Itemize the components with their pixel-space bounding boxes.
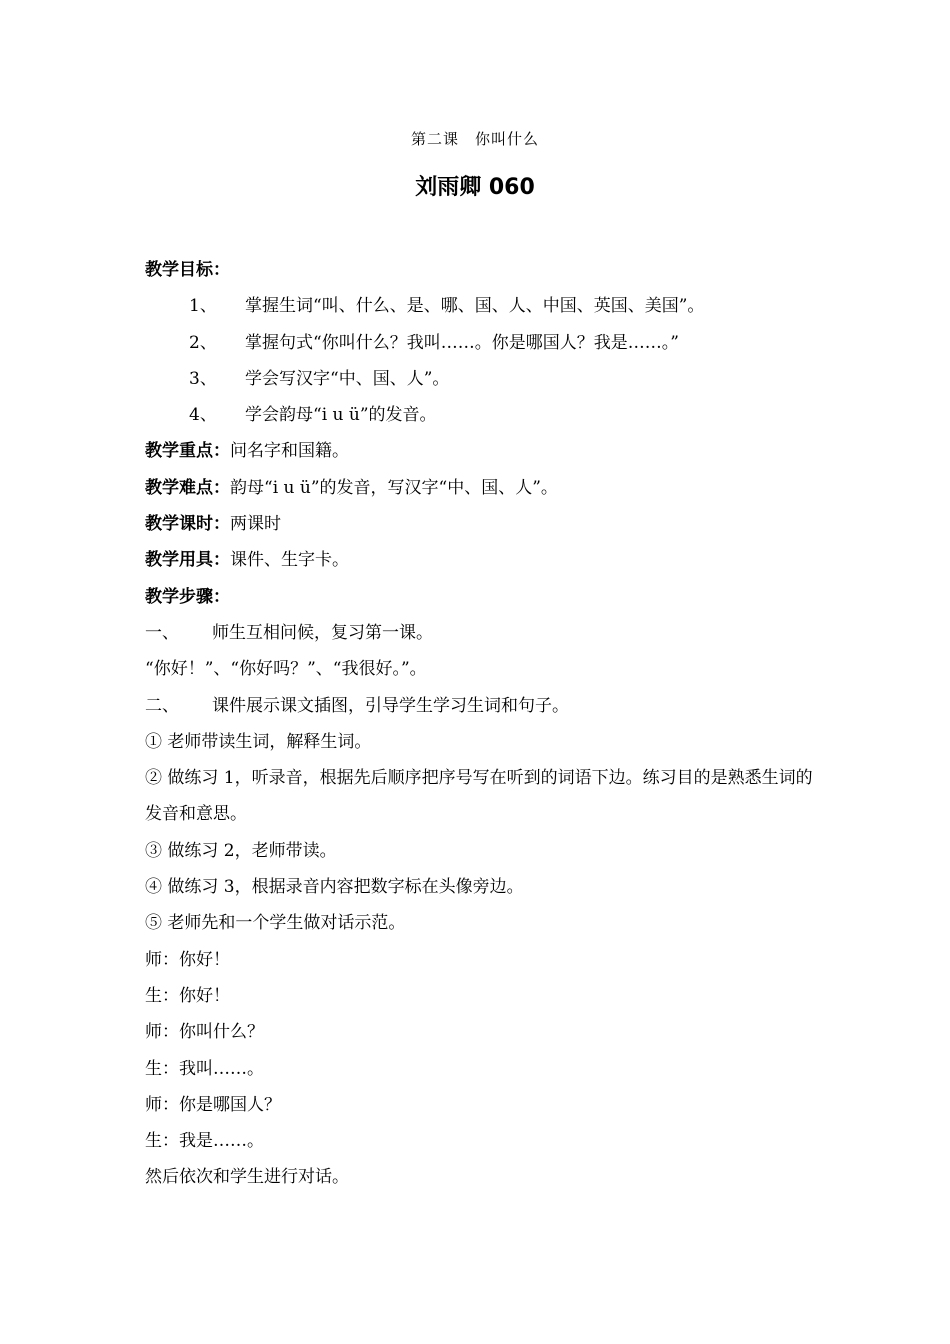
focus-text: 问名字和国籍。: [230, 441, 349, 462]
step-one: [145, 615, 815, 651]
sub-step: ① 老师带读生词，解释生词。: [145, 731, 372, 752]
goal-item: [145, 325, 815, 361]
focus-label: 教学重点：: [145, 441, 230, 462]
goal-number: 4、: [189, 405, 217, 426]
difficulty-line: [145, 470, 815, 506]
dialogue-line: 生：你好！: [145, 985, 230, 1006]
dialogue-line: 生：我是……。: [145, 1131, 264, 1152]
tools-label: 教学用具：: [145, 550, 230, 571]
dialogue-line: 师：你叫什么？: [145, 1022, 264, 1043]
goals-label: 教学目标：: [145, 260, 230, 280]
goal-text: 掌握句式“你叫什么？我叫……。你是哪国人？我是……。”: [245, 332, 679, 353]
goal-number: 2、: [189, 332, 217, 353]
difficulty-label: 教学难点：: [145, 477, 230, 498]
goal-text: 学会写汉字“中、国、人”。: [245, 368, 450, 389]
dialogue-line: 生：我叫……。: [145, 1058, 264, 1079]
tools-text: 课件、生字卡。: [230, 550, 349, 571]
hours-text: 两课时: [230, 514, 281, 535]
step-text: 课件展示课文插图，引导学生学习生词和句子。: [212, 695, 569, 716]
sub-step: ④ 做练习 3，根据录音内容把数字标在头像旁边。: [145, 877, 524, 898]
greetings-line: “你好！”、“你好吗？”、“我很好。”。: [145, 659, 427, 680]
steps-label: 教学步骤：: [145, 586, 230, 607]
step-number: 二、: [145, 695, 179, 716]
sub-step: ⑤ 老师先和一个学生做对话示范。: [145, 913, 406, 934]
dialogue-line: 师：你好！: [145, 949, 230, 970]
author-title: 刘雨卿 060: [415, 175, 535, 200]
lesson-plan-body: [145, 252, 815, 1196]
goal-item: [145, 361, 815, 397]
dialogue-line: 师：你是哪国人？: [145, 1094, 281, 1115]
tools-line: [145, 542, 815, 578]
goal-text: 学会韵母“i u ü”的发音。: [245, 405, 437, 426]
sub-step: ② 做练习 1，听录音，根据先后顺序把序号写在听到的词语下边。练习目的是熟悉生词的发音和意思。: [145, 768, 813, 825]
steps-heading: [145, 579, 815, 615]
step-number: 一、: [145, 622, 179, 643]
goals-heading: [145, 252, 815, 288]
goal-text: 掌握生词“叫、什么、是、哪、国、人、中国、英国、美国”。: [245, 296, 705, 317]
hours-line: [145, 506, 815, 542]
difficulty-text: 韵母“i u ü”的发音，写汉字“中、国、人”。: [230, 477, 558, 498]
sub-step: ③ 做练习 2，老师带读。: [145, 840, 337, 861]
lesson-subtitle: 第二课 你叫什么: [410, 130, 539, 148]
goal-item: [145, 288, 815, 324]
goal-item: [145, 397, 815, 433]
hours-label: 教学课时：: [145, 514, 230, 535]
step-two: [145, 688, 815, 724]
goal-number: 3、: [189, 368, 217, 389]
step-text: 师生互相问候，复习第一课。: [212, 622, 433, 643]
closing-line: 然后依次和学生进行对话。: [145, 1167, 349, 1188]
goal-number: 1、: [189, 296, 217, 317]
focus-line: [145, 433, 815, 469]
